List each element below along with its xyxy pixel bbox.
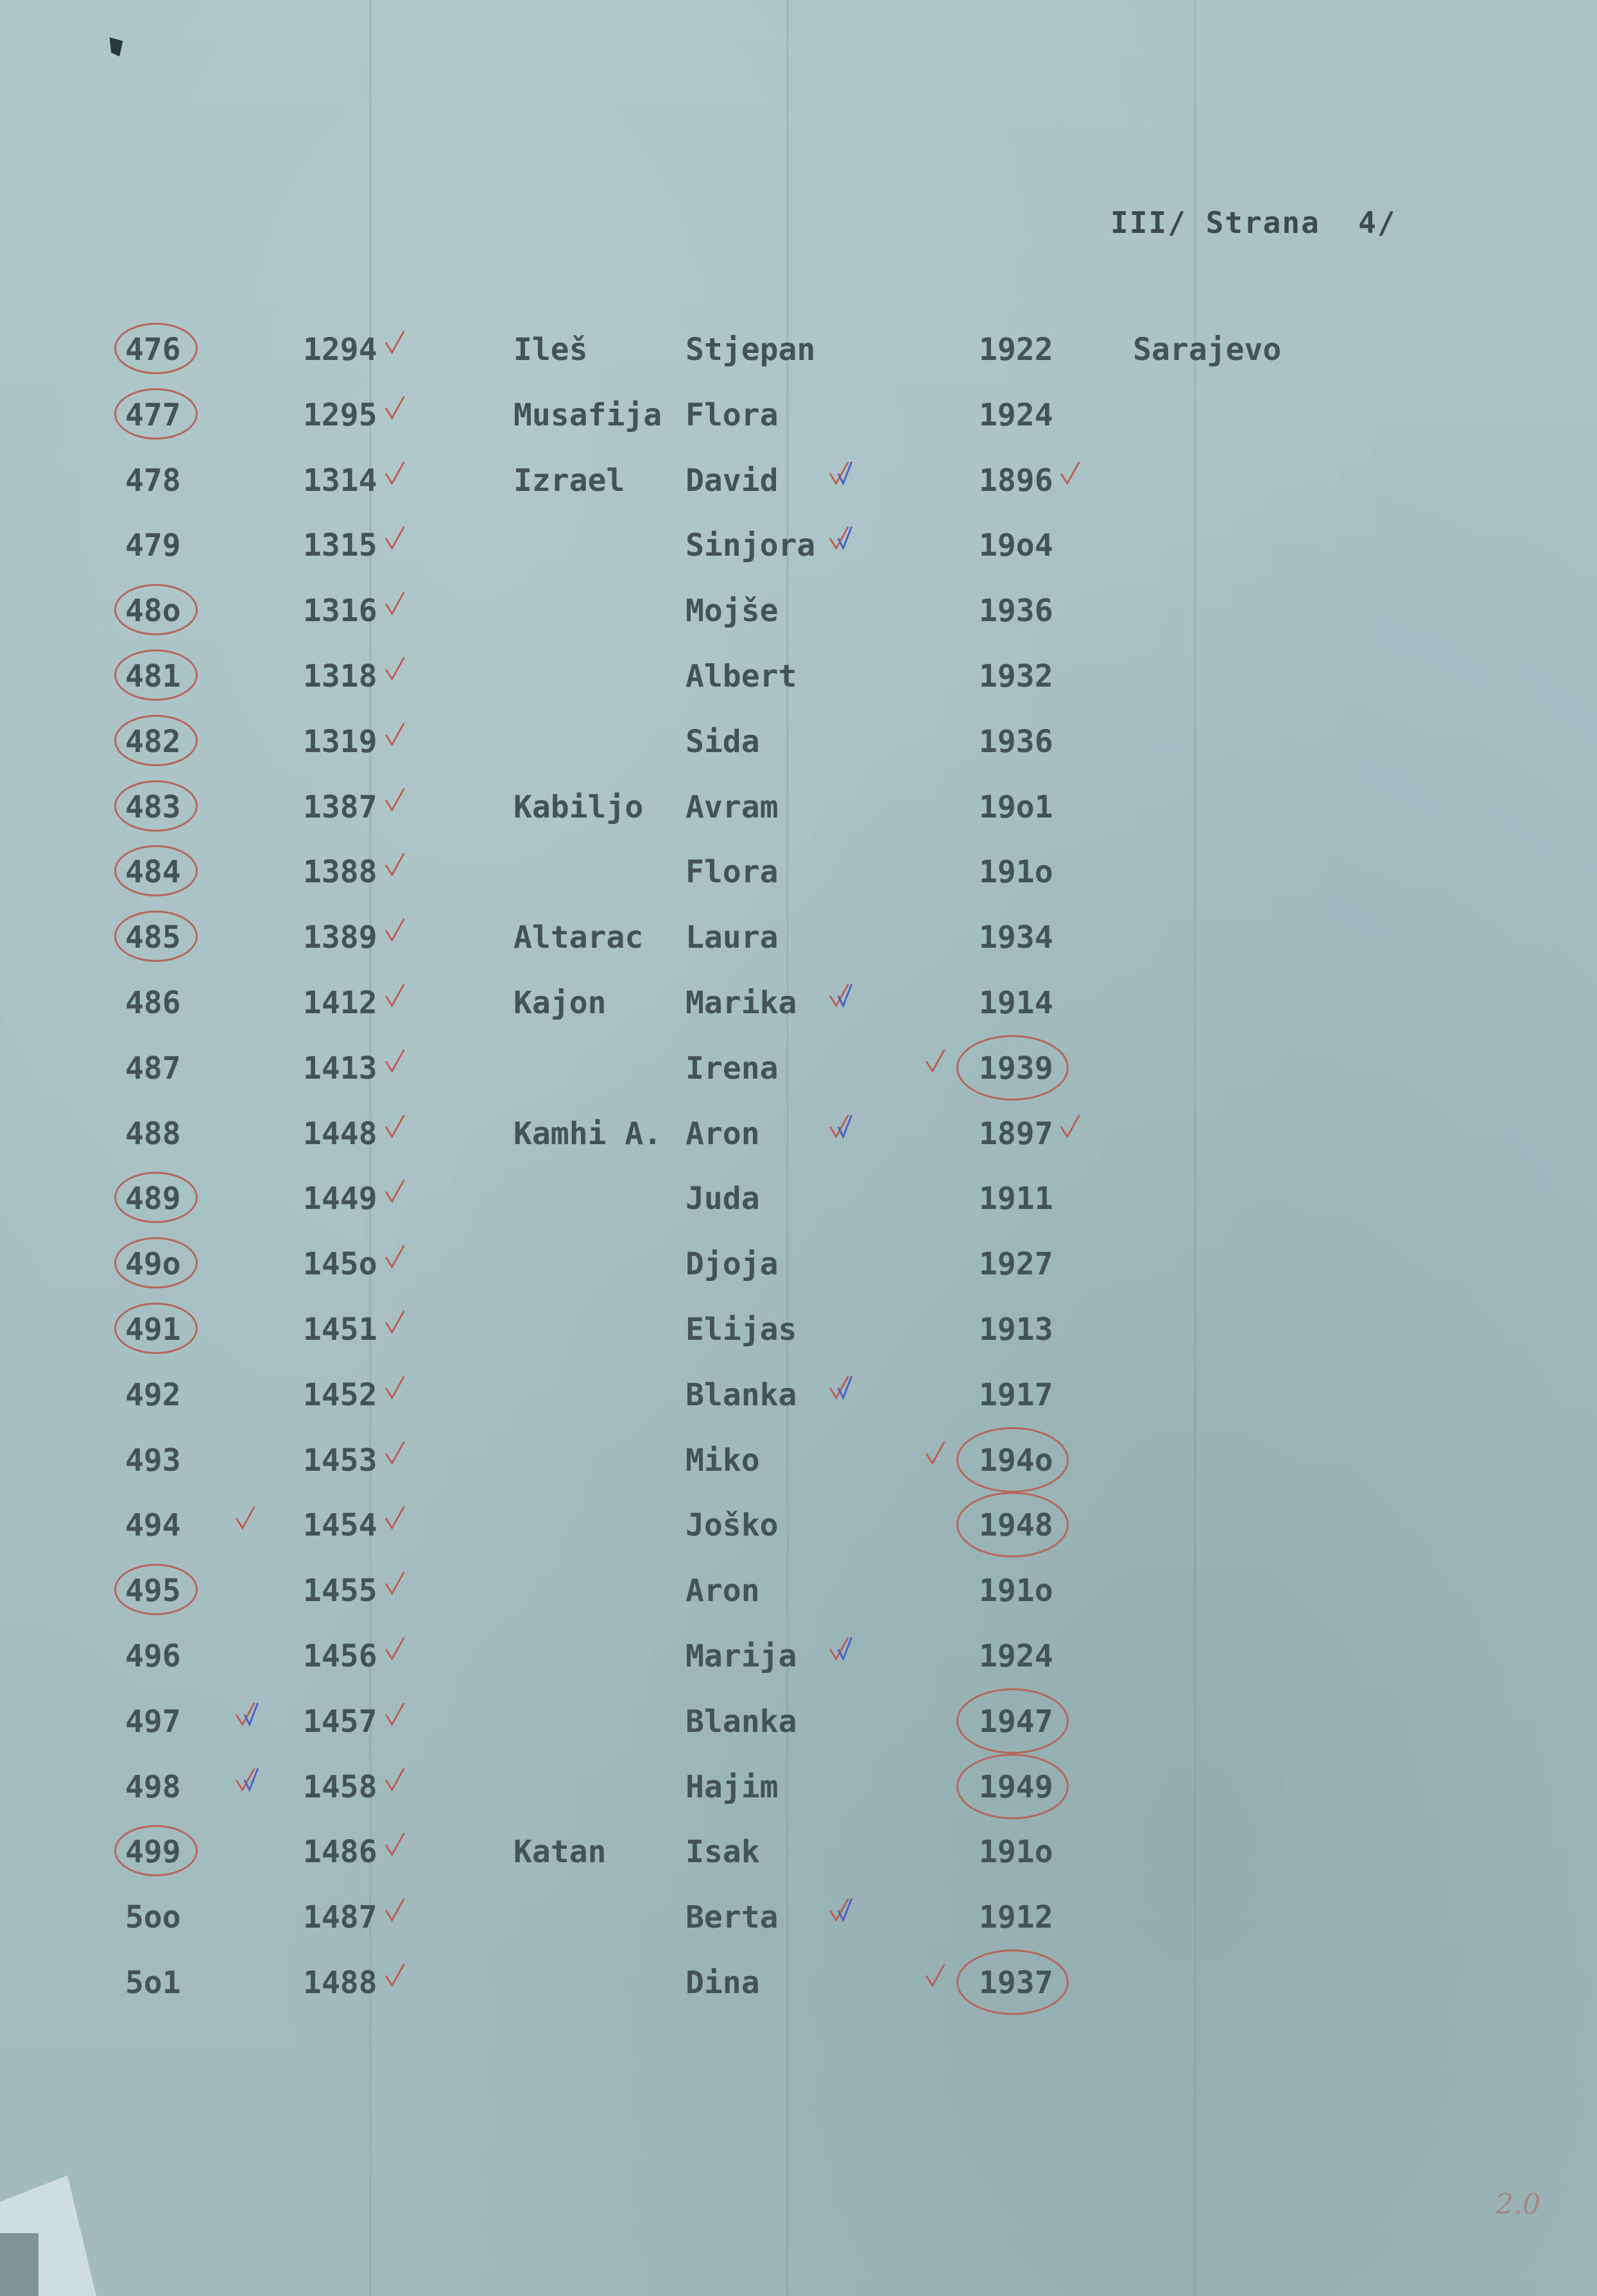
given-name: Isak [686, 1834, 760, 1871]
given-name: Blanka [686, 1376, 797, 1413]
given-name: Flora [686, 397, 779, 433]
check-mark-icon [384, 720, 410, 752]
check-mark-icon [384, 1504, 410, 1536]
record-id: 1452 [303, 1376, 377, 1413]
entry-number-circle [114, 1172, 198, 1223]
entry-number: 497 [125, 1703, 181, 1740]
entry-number: 491 [125, 1312, 181, 1348]
entry-number: 483 [125, 789, 181, 825]
entry-number: 48o [125, 593, 181, 630]
entry-number: 488 [125, 1115, 181, 1152]
entry-number: 495 [125, 1573, 181, 1609]
check-mark-icon [1059, 459, 1085, 491]
check-mark-icon [384, 981, 410, 1013]
given-name: Avram [686, 789, 779, 825]
record-id: 1451 [303, 1312, 377, 1348]
check-mark-icon [384, 785, 410, 818]
check-mark-icon [384, 1047, 410, 1079]
entry-number-circle [114, 845, 198, 896]
check-mark-icon [384, 459, 410, 491]
given-name: Stjepan [686, 332, 816, 368]
birth-year: 1913 [979, 1312, 1053, 1348]
check-mark-icon [234, 1765, 260, 1797]
birth-year: 1947 [979, 1703, 1053, 1740]
table-row [0, 592, 1597, 657]
surname: Kamhi A. [514, 1115, 662, 1152]
entry-number-circle [114, 715, 198, 766]
entry-number: 49o [125, 1246, 181, 1283]
entry-number: 496 [125, 1638, 181, 1674]
double-check-mark-icon [828, 981, 854, 1013]
double-check-mark-icon [828, 1112, 854, 1144]
table-row [0, 1245, 1597, 1310]
birth-year-circle [956, 1427, 1069, 1493]
check-mark-icon [384, 328, 410, 360]
surname: Kajon [514, 985, 607, 1021]
given-name: Berta [686, 1899, 779, 1936]
entry-number-circle [114, 780, 198, 832]
birth-year: 191o [979, 854, 1053, 891]
table-row [0, 461, 1597, 527]
double-check-mark-icon [828, 1634, 854, 1666]
table-row [0, 526, 1597, 592]
birth-year: 1932 [979, 658, 1053, 694]
table-row [0, 1637, 1597, 1702]
given-name: Albert [686, 658, 797, 694]
check-mark-icon [924, 1047, 950, 1079]
table-row [0, 1506, 1597, 1572]
given-name: Miko [686, 1442, 760, 1478]
entry-number-circle [114, 1303, 198, 1354]
entry-number: 5o1 [125, 1965, 181, 2001]
check-mark-icon [384, 1177, 410, 1209]
given-name: Aron [686, 1115, 760, 1152]
pencil-page-mark: 2.0 [1496, 2188, 1541, 2221]
surname: Musafija [514, 397, 662, 433]
birth-year: 1912 [979, 1899, 1053, 1936]
entry-number-circle [114, 649, 198, 701]
entry-number: 481 [125, 658, 181, 694]
double-check-mark-icon [828, 1896, 854, 1928]
birth-year-circle [956, 1035, 1069, 1101]
check-mark-icon [384, 393, 410, 425]
birth-year: 19o1 [979, 789, 1053, 825]
entry-number-circle [114, 1564, 198, 1615]
birth-year: 1914 [979, 985, 1053, 1021]
table-row [0, 1572, 1597, 1637]
given-name: Joško [686, 1507, 779, 1544]
table-row [0, 1376, 1597, 1441]
given-name: Marika [686, 985, 797, 1021]
given-name: Hajim [686, 1769, 779, 1805]
entry-number: 476 [125, 332, 181, 368]
record-id: 1388 [303, 854, 377, 891]
record-id: 1314 [303, 462, 377, 499]
page-header: III/ Strana 4/ [1110, 205, 1397, 240]
entry-number: 477 [125, 397, 181, 433]
table-row [0, 1833, 1597, 1898]
entry-number: 494 [125, 1507, 181, 1544]
check-mark-icon [384, 1830, 410, 1862]
table-row [0, 723, 1597, 788]
entry-number-circle [114, 1237, 198, 1289]
given-name: Sida [686, 723, 760, 760]
record-id: 1455 [303, 1573, 377, 1609]
check-mark-icon [384, 1308, 410, 1340]
entry-number: 492 [125, 1376, 181, 1413]
entry-number: 498 [125, 1769, 181, 1805]
given-name: Blanka [686, 1703, 797, 1740]
birth-year: 1896 [979, 462, 1053, 499]
record-id: 1316 [303, 593, 377, 630]
birth-year: 191o [979, 1573, 1053, 1609]
check-mark-icon [384, 655, 410, 687]
given-name: Djoja [686, 1246, 779, 1283]
table-row [0, 1768, 1597, 1833]
birth-year: 1922 [979, 332, 1053, 368]
birth-place: Sarajevo [1133, 332, 1282, 368]
birth-year: 1939 [979, 1050, 1053, 1086]
record-id: 1389 [303, 920, 377, 956]
table-row [0, 1441, 1597, 1507]
record-id: 1458 [303, 1769, 377, 1805]
check-mark-icon [384, 1961, 410, 1993]
birth-year: 1948 [979, 1507, 1053, 1544]
birth-year: 1911 [979, 1181, 1053, 1217]
birth-year-circle [956, 1688, 1069, 1754]
birth-year: 1937 [979, 1965, 1053, 2001]
birth-year: 1936 [979, 593, 1053, 630]
check-mark-icon [384, 1700, 410, 1732]
given-name: Mojše [686, 593, 779, 630]
given-name: Marija [686, 1638, 797, 1674]
entry-number: 479 [125, 527, 181, 564]
given-name: Dina [686, 1965, 760, 2001]
entry-number: 478 [125, 462, 181, 499]
double-check-mark-icon [828, 524, 854, 556]
check-mark-icon [384, 1569, 410, 1601]
record-id: 1294 [303, 332, 377, 368]
entry-number: 487 [125, 1050, 181, 1086]
surname: Kabiljo [514, 789, 644, 825]
entry-number: 489 [125, 1181, 181, 1217]
given-name: Juda [686, 1181, 760, 1217]
record-id: 1413 [303, 1050, 377, 1086]
table-row [0, 1049, 1597, 1115]
entry-number: 499 [125, 1834, 181, 1871]
birth-year: 19o4 [979, 527, 1053, 564]
corner-shadow [0, 2233, 39, 2296]
record-id: 1387 [303, 789, 377, 825]
table-row [0, 330, 1597, 396]
table-row [0, 1179, 1597, 1245]
entry-number-circle [114, 388, 198, 440]
surname: Izrael [514, 462, 625, 499]
record-id: 1488 [303, 1965, 377, 2001]
check-mark-icon [924, 1961, 950, 1993]
birth-year: 194o [979, 1442, 1053, 1478]
given-name: Aron [686, 1573, 760, 1609]
birth-year-circle [956, 1949, 1069, 2015]
check-mark-icon [384, 1242, 410, 1274]
record-id: 1457 [303, 1703, 377, 1740]
birth-year-circle [956, 1754, 1069, 1819]
entry-number: 493 [125, 1442, 181, 1478]
check-mark-icon [384, 1765, 410, 1797]
double-check-mark-icon [828, 1373, 854, 1405]
given-name: Elijas [686, 1312, 797, 1348]
check-mark-icon [384, 916, 410, 948]
check-mark-icon [384, 1634, 410, 1666]
surname: Ileš [514, 332, 588, 368]
record-id: 1487 [303, 1899, 377, 1936]
table-row [0, 788, 1597, 853]
entry-number: 486 [125, 985, 181, 1021]
birth-year: 191o [979, 1834, 1053, 1871]
double-check-mark-icon [828, 459, 854, 491]
record-id: 1456 [303, 1638, 377, 1674]
table-row [0, 1898, 1597, 1964]
birth-year: 1924 [979, 397, 1053, 433]
table-row [0, 1115, 1597, 1180]
entry-number: 485 [125, 920, 181, 956]
table-row [0, 1702, 1597, 1768]
check-mark-icon [384, 850, 410, 882]
check-mark-icon [384, 1373, 410, 1405]
birth-year: 1949 [979, 1769, 1053, 1805]
record-id: 1454 [303, 1507, 377, 1544]
entry-number-circle [114, 911, 198, 962]
birth-year-circle [956, 1492, 1069, 1557]
record-id: 1318 [303, 658, 377, 694]
table-row [0, 918, 1597, 984]
record-id: 1412 [303, 985, 377, 1021]
check-mark-icon [384, 1439, 410, 1471]
table-row [0, 657, 1597, 723]
check-mark-icon [1059, 1112, 1085, 1144]
table-row [0, 853, 1597, 918]
record-id: 1295 [303, 397, 377, 433]
check-mark-icon [384, 1112, 410, 1144]
check-mark-icon [384, 1896, 410, 1928]
given-name: Sinjora [686, 527, 816, 564]
entry-number-circle [114, 584, 198, 635]
record-id: 1448 [303, 1115, 377, 1152]
given-name: Irena [686, 1050, 779, 1086]
check-mark-icon [234, 1504, 260, 1536]
entry-number: 482 [125, 723, 181, 760]
birth-year: 1897 [979, 1115, 1053, 1152]
check-mark-icon [234, 1700, 260, 1732]
record-id: 1453 [303, 1442, 377, 1478]
table-row [0, 984, 1597, 1049]
record-id: 1486 [303, 1834, 377, 1871]
record-id: 1315 [303, 527, 377, 564]
table-row [0, 1964, 1597, 2029]
check-mark-icon [924, 1439, 950, 1471]
entry-number-circle [114, 1825, 198, 1876]
record-id: 145o [303, 1246, 377, 1283]
birth-year: 1924 [979, 1638, 1053, 1674]
check-mark-icon [384, 589, 410, 621]
birth-year: 1934 [979, 920, 1053, 956]
given-name: David [686, 462, 779, 499]
check-mark-icon [384, 524, 410, 556]
record-id: 1449 [303, 1181, 377, 1217]
given-name: Flora [686, 854, 779, 891]
entry-number: 484 [125, 854, 181, 891]
ink-speck [108, 37, 125, 56]
entry-number-circle [114, 323, 198, 374]
table-row [0, 1310, 1597, 1376]
birth-year: 1927 [979, 1246, 1053, 1283]
birth-year: 1917 [979, 1376, 1053, 1413]
entry-number: 5oo [125, 1899, 181, 1936]
surname: Altarac [514, 920, 644, 956]
given-name: Laura [686, 920, 779, 956]
birth-year: 1936 [979, 723, 1053, 760]
surname: Katan [514, 1834, 607, 1871]
table-row [0, 396, 1597, 461]
record-id: 1319 [303, 723, 377, 760]
